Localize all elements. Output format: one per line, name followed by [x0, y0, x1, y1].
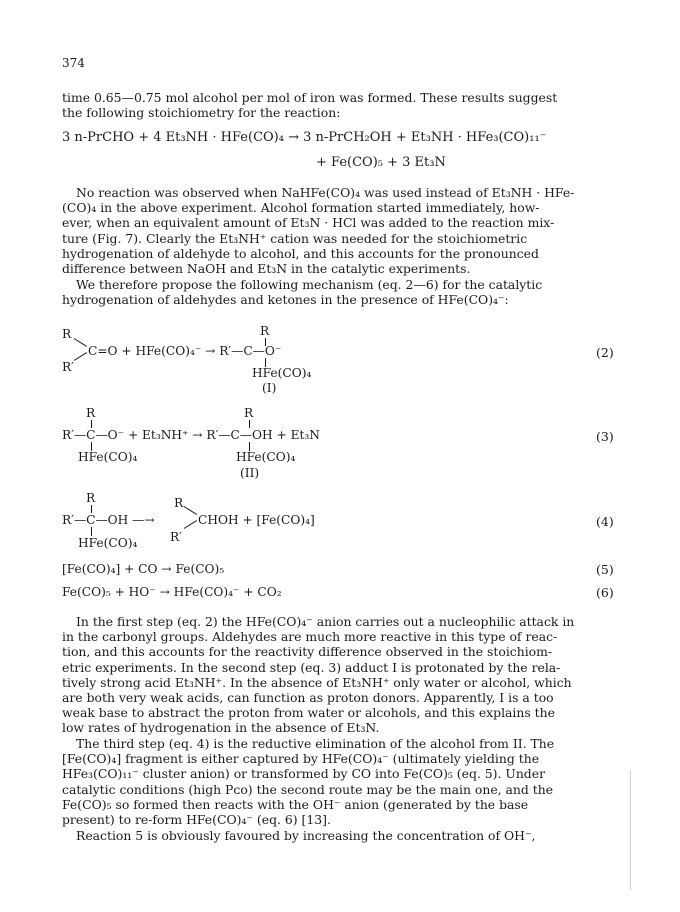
eq4-right-rprime: R′ — [170, 530, 182, 544]
text-line: etric experiments. In the second step (eq. 3) adduct I is protonated by the rela- — [62, 659, 561, 675]
text-line: time 0.65—0.75 mol alcohol per mol of iron was formed. These results suggest — [62, 90, 558, 105]
eq6-text: Fe(CO)₅ + HO⁻ → HFe(CO)₄⁻ + CO₂ — [62, 585, 282, 599]
eq4-main-right: CHOH + [Fe(CO)₄] — [198, 513, 315, 527]
paragraph-propose — [62, 277, 622, 307]
eq2-main: C=O + HFe(CO)₄⁻ → R′—C—O⁻ — [88, 344, 282, 358]
text-line: weak base to abstract the proton from water or alcohols, and this explains the — [62, 705, 555, 721]
eq4-number: (4) — [596, 514, 614, 529]
eq3-right-bond-top — [249, 420, 250, 428]
eq3-left-bond-top — [91, 420, 92, 428]
eq3-compound-label: (II) — [240, 466, 260, 480]
eq2-left-r: R — [62, 327, 72, 341]
stoichiometry-equation-line2: + Fe(CO)₅ + 3 Et₃N — [316, 155, 446, 170]
stoichiometry-equation-line1: 3 n-PrCHO + 4 Et₃NH · HFe(CO)₄ → 3 n-PrCH₂OH + Et₃NH · HFe₃(CO)₁₁⁻ — [62, 130, 547, 145]
text-line: hydrogenation of aldehydes and ketones in the presence of HFe(CO)₄⁻: — [62, 292, 509, 308]
text-line: the following stoichiometry for the reaction: — [62, 105, 341, 121]
eq2-compound-label: (I) — [262, 381, 277, 395]
paragraph-no-reaction — [62, 185, 622, 276]
text-line: low rates of hydrogenation in the absence of Et₃N. — [62, 720, 380, 736]
eq4-main-left: R′—C—OH —→ — [62, 513, 155, 527]
eq3-right-r: R — [244, 406, 254, 420]
text-line: tively strong acid Et₃NH⁺. In the absence of Et₃NH⁺ only water or alcohol, which — [62, 674, 572, 690]
eq3-main: R′—C—O⁻ + Et₃NH⁺ → R′—C—OH + Et₃N — [62, 428, 320, 442]
eq4-left-bond-bottom — [91, 527, 92, 536]
eq6-number: (6) — [596, 585, 614, 600]
paragraph-first-step — [62, 614, 622, 736]
eq4-bond-upper — [184, 506, 197, 515]
paragraph-reaction-5 — [62, 828, 622, 843]
eq4-bond-lower — [184, 520, 197, 529]
scan-edge-mark — [630, 770, 631, 890]
text-line: Reaction 5 is obviously favoured by increasing the concentration of OH⁻, — [76, 828, 536, 843]
eq3-bottom-right: HFe(CO)₄ — [236, 450, 296, 464]
text-line: in the carbonyl groups. Aldehydes are much more reactive in this type of reac- — [62, 629, 558, 645]
eq2-bond-lower — [74, 352, 87, 361]
eq2-bond-upper — [74, 338, 87, 347]
text-line: The third step (eq. 4) is the reductive elimination of the alcohol from II. The — [76, 736, 555, 751]
text-line: [Fe(CO)₄] fragment is either captured by HFe(CO)₄⁻ (ultimately yielding the — [62, 751, 540, 767]
paragraph-third-step — [62, 736, 622, 827]
text-line: catalytic conditions (high Pᴄᴏ) the second route may be the main one, and the — [62, 781, 554, 797]
text-line: We therefore propose the following mechanism (eq. 2—6) for the catalytic — [76, 277, 543, 292]
text-line: difference between NaOH and Et₃N in the catalytic experiments. — [62, 261, 471, 277]
eq2-product-bottom: HFe(CO)₄ — [252, 366, 312, 380]
text-line: (CO)₄ in the above experiment. Alcohol formation started immediately, how- — [62, 200, 540, 216]
text-line: present) to re-form HFe(CO)₄⁻ (eq. 6) [13]. — [62, 812, 331, 828]
eq3-left-r: R — [86, 406, 96, 420]
eq5-number: (5) — [596, 562, 614, 577]
text-line: No reaction was observed when NaHFe(CO)₄ was used instead of Et₃NH · HFe- — [76, 185, 575, 200]
page-number: 374 — [62, 56, 85, 70]
eq2-left-rprime: R′ — [62, 360, 74, 374]
eq2-number: (2) — [596, 345, 614, 360]
text-line: tion, and this accounts for the reactivity difference observed in the stoichiom- — [62, 644, 553, 660]
text-line: ture (Fig. 7). Clearly the Et₃NH⁺ cation was needed for the stoichiometric — [62, 230, 528, 246]
eq3-bottom-left: HFe(CO)₄ — [78, 450, 138, 464]
eq3-number: (3) — [596, 429, 614, 444]
text-line: In the first step (eq. 2) the HFe(CO)₄⁻ anion carries out a nucleophilic attack in — [76, 614, 575, 629]
text-line: HFe₃(CO)₁₁⁻ cluster anion) or transformed by CO into Fe(CO)₅ (eq. 5). Under — [62, 766, 545, 782]
eq4-left-r: R — [86, 491, 96, 505]
eq4-right-r: R — [174, 496, 184, 510]
text-line: are both very weak acids, can function as proton donors. Apparently, I is a too — [62, 690, 554, 706]
text-line: ever, when an equivalent amount of Et₃N · HCl was added to the reaction mix- — [62, 215, 555, 231]
intro-paragraph — [62, 90, 622, 120]
eq5-text: [Fe(CO)₄] + CO → Fe(CO)₅ — [62, 562, 225, 576]
eq4-left-bond-top — [91, 505, 92, 513]
text-line: Fe(CO)₅ so formed then reacts with the OH⁻ anion (generated by the base — [62, 796, 529, 812]
text-line: hydrogenation of aldehyde to alcohol, and this accounts for the pronounced — [62, 245, 539, 261]
eq2-product-r: R — [260, 324, 270, 338]
eq4-bottom-left: HFe(CO)₄ — [78, 536, 138, 550]
